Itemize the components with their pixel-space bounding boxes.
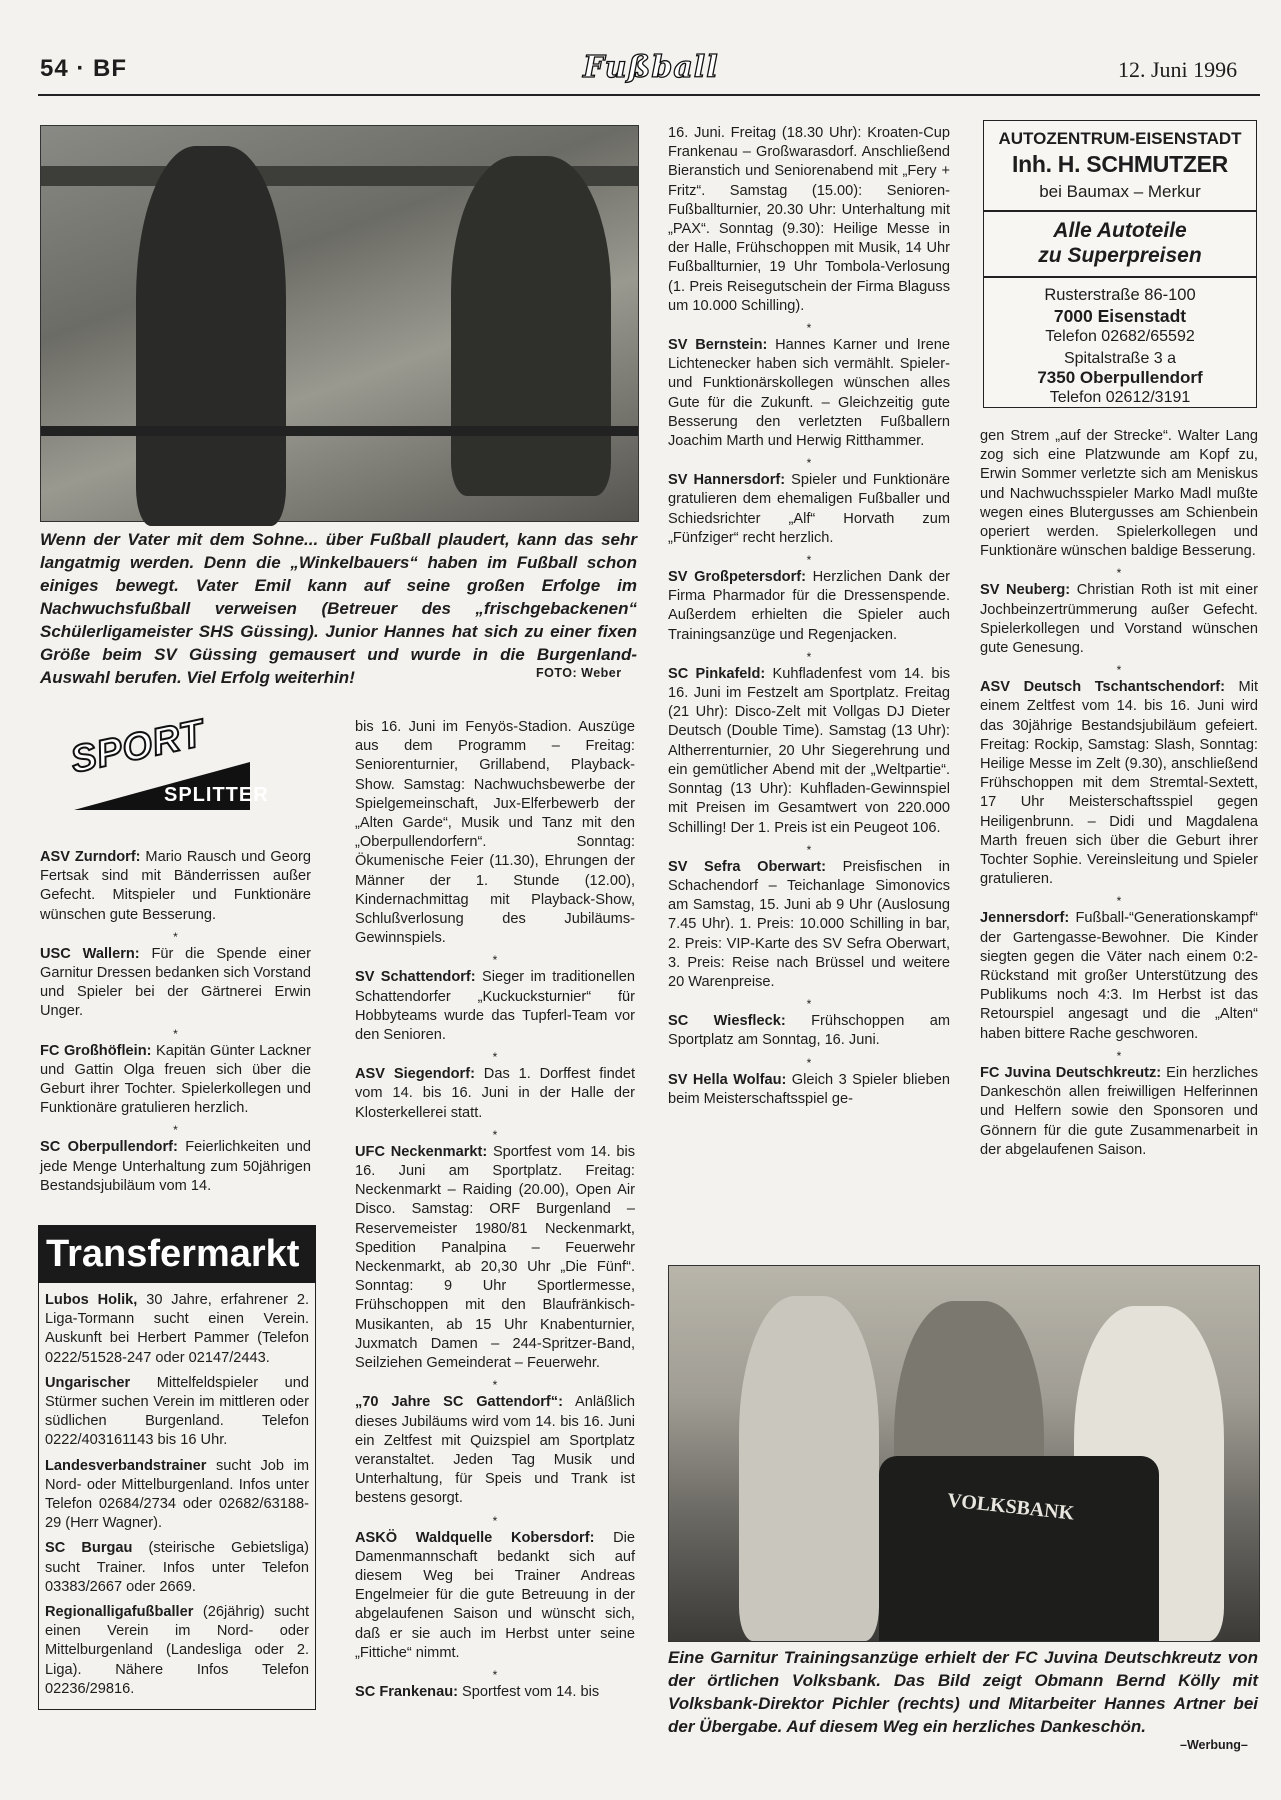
separator-star: *	[492, 1667, 498, 1682]
ad-addr5: 7350 Oberpullendorf	[1037, 367, 1203, 387]
separator-star: *	[806, 649, 812, 664]
separator-star: *	[492, 1378, 498, 1393]
sportsplitter-logo	[64, 712, 269, 814]
col4-item: gen Strem „auf der Strecke“. Walter Lang zog sich eine Platzwunde am Kopf zu, Erwin Sommer verletzte sich am Meniskus und Nachwuchsspieler Marko Madl mußte wegen eines Blutergusses am Schienbein operiert werden. Spielerkollegen und Funktionäre wünschen baldige Besserung.	[980, 428, 1258, 560]
col3-item: SV Hella Wolfau: Gleich 3 Spieler blieben beim Meisterschaftsspiel ge-	[668, 1071, 950, 1107]
ad-addr1: Rusterstraße 86-100	[1044, 285, 1196, 304]
col2-item: „70 Jahre SC Gattendorf“: Anläßlich dieses Jubiläums wird vom 14. bis 16. Juni ein Zeltfest mit Quizspiel am Sportplatz veranstaltet. Jeden Tag Musik und Unterhaltung, für Speis und Trank ist bestens gesorgt.	[355, 1394, 635, 1507]
column-1	[40, 848, 311, 1202]
col3-item: SC Wiesfleck: Frühschoppen am Sportplatz am Sonntag, 16. Juni.	[668, 1013, 950, 1049]
col4-item: SV Neuberg: Christian Roth ist mit einer Jochbeinzertrümmerung außer Gefecht. Spielerkollegen und Vorstand wünschen gute Genesung.	[980, 582, 1259, 657]
ad-divider	[984, 210, 1256, 212]
separator-star: *	[1116, 566, 1122, 581]
father-son-photo	[40, 125, 639, 522]
separator-star: *	[1116, 663, 1122, 678]
col1-item: FC Großhöflein: Kapitän Günter Lackner und Gattin Olga freuen sich über die Geburt ihrer Tochter. Spielerkollegen und Funktionäre gratulieren herzlich.	[40, 1042, 311, 1117]
autozentrum-ad	[983, 120, 1257, 408]
transfermarkt-list	[38, 1283, 316, 1710]
transfer-item: SC Burgau (steirische Gebietsliga) sucht Trainer. Infos unter Telefon 03383/2667 oder 2669.	[45, 1540, 310, 1595]
col3-item: 16. Juni. Freitag (18.30 Uhr): Kroaten-Cup Frankenau – Großwarasdorf. Anschließend Bieranstich und Seniorenabend mit „Fery + Fritz“. Samstag (15.00): Senioren-Fußballturnier, 20.30 Uhr: Unterhaltung mit „PAX“. Sonntag (9.30): Heilige Messe in der Halle, Frühschoppen mit Musik, 14 Uhr Fußballturnier, 19 Uhr Tombola-Verlosung (1. Preis Reisegutschein der Firma Blaguss um 10.000 Schilling).	[668, 125, 950, 314]
transfermarkt-box	[38, 1225, 316, 1710]
ad-addr6: Telefon 02612/3191	[1049, 389, 1191, 407]
column-4	[980, 427, 1258, 1166]
ad-divider-2	[984, 276, 1256, 278]
transfer-item: Landesverbandstrainer sucht Job im Nord- oder Mittelburgenland. Infos unter Telefon 02684/2734 oder 02682/63188-29 (Herr Wagner).	[45, 1457, 309, 1532]
col3-item: SV Großpetersdorf: Herzlichen Dank der Firma Pharmador für die Dressenspende. Außerdem erhielten die Spieler auch Trainingsanzüge und Regenjacken.	[668, 569, 950, 643]
ad-line2: Inh. H. SCHMUTZER	[1012, 151, 1228, 178]
separator-star: *	[492, 1513, 498, 1528]
transfer-item: Lubos Holik, 30 Jahre, erfahrener 2. Liga-Tormann sucht einen Verein. Auskunft bei Herbert Pammer (Telefon 0222/51528-247 oder 02147/2443.	[45, 1292, 310, 1366]
col2-item: SV Schattendorf: Sieger im traditionellen Schattendorfer „Kuckucksturnier“ für Hobbyteams wurde das Tupferl-Team vor den Senioren.	[355, 969, 635, 1044]
ad-line3: bei Baumax – Merkur	[1039, 181, 1201, 201]
col2-item: ASV Siegendorf: Das 1. Dorffest findet vom 14. bis 16. Juni in der Halle der Klosterkellerei statt.	[355, 1066, 635, 1121]
separator-star: *	[173, 1123, 178, 1138]
transfermarkt-title: Transfermarkt	[38, 1225, 316, 1283]
col3-item: SC Pinkafeld: Kuhfladenfest vom 14. bis 16. Juni im Festzelt am Sportplatz. Freitag (21 Uhr): Disco-Zelt mit Vollgas DJ Dieter Deutsch (Double Time). Samstag (13 Uhr): Altherrenturnier, 20 Uhr Siegerehrung und ein gemütlicher Abend mit der „Weltpartie“. Sonntag (13 Uhr): Kuhfladen-Gewinnspiel mit Preisen im Gesamtwert von 220.000 Schilling! Der 1. Preis ist ein Peugeot 106.	[668, 665, 950, 836]
separator-star: *	[492, 953, 498, 968]
column-3	[668, 124, 950, 1115]
column-2	[355, 718, 635, 1708]
photo2-jersey	[879, 1456, 1159, 1641]
transfer-item: Ungarischer Mittelfeldspieler und Stürmer suchen Verein im mittleren oder südlichen Burgenland. Telefon 0222/403161143 bis 16 Uhr.	[45, 1374, 309, 1449]
section-title: Fußball	[583, 50, 719, 85]
separator-star: *	[806, 842, 812, 857]
col4-item: Jennersdorf: Fußball-“Generationskampf“ der Gartengasse-Bewohner. Die Kinder siegten gegen die Väter nach einem 0:2-Rückstand mit großer Unterstützung des Publikums noch 4:3. Im Herbst ist das Retourspiel angesagt und die „Alten“ haben bittere Rache geschworen.	[980, 910, 1258, 1042]
jersey-label: VOLKSBANK	[946, 1489, 1076, 1525]
separator-star: *	[173, 929, 178, 944]
separator-star: *	[1116, 1048, 1122, 1063]
separator-star: *	[806, 553, 812, 568]
col2-item: SC Frankenau: Sportfest vom 14. bis	[355, 1683, 600, 1700]
ad-line1: AUTOZENTRUM-EISENSTADT	[998, 129, 1242, 148]
volksbank-photo	[668, 1265, 1260, 1642]
issue-date: 12. Juni 1996	[1118, 57, 1238, 82]
col4-item: FC Juvina Deutschkreutz: Ein herzliches Dankeschön allen freiwilligen Helferinnen und Helfern sowie den Sponsoren und Gönnern für die gute Zusammenarbeit in der abgelaufenen Saison.	[980, 1064, 1258, 1158]
ad-addr3: Telefon 02682/65592	[1045, 327, 1195, 345]
photo2-caption: Eine Garnitur Trainingsanzüge erhielt der FC Juvina Deutschkreutz von der örtlichen Volksbank. Das Bild zeigt Obmann Bernd Kölly mit Volksbank-Direktor Pichler (rechts) und Mitarbeiter Hannes Artner bei der Übergabe. Auf diesem Weg ein herzliches Dankeschön.	[668, 1648, 1258, 1736]
separator-star: *	[1116, 894, 1122, 909]
col2-item: bis 16. Juni im Fenyös-Stadion. Auszüge aus dem Programm – Freitag: Seniorenturnier, Grillabend, Playback-Show. Samstag: Nachwuchsbewerbe der Spielgemeinschaft, Jux-Elferbewerb der „Alten Garde“, Musik und Tanz mit den „Oberpullendorfern“. Sonntag: Ökumenische Feier (11.30), Ehrungen der Männer der 1. Stunde (12.00), Kindernachmittag mit Playback-Show, Schlußverlosung des Jubiläums-Gewinnspiels.	[355, 719, 635, 947]
photo-father-silhouette	[451, 156, 611, 496]
page-number: 54 · BF	[40, 55, 128, 82]
col4-item: ASV Deutsch Tschantschendorf: Mit einem Zeltfest vom 14. bis 16. Juni wird das 30jährige Bestandsjubiläum gefeiert. Freitag: Rockip, Samstag: Slash, Sonntag: Heilige Messe im Zelt (9.30), anschließend Frühschoppen mit dem Stremtal-Sextett, 17 Uhr Meisterschaftsspiel gegen Heiligenbrunn. – Didi und Magdalena Marth freuen sich über die Geburt ihrer Tochter Sophie. Vereinsleitung und Spieler gratulieren.	[980, 679, 1258, 888]
col3-item: SV Hannersdorf: Spieler und Funktionäre gratulieren dem ehemaligen Fußballer und Schiedsrichter „Alf“ Horvath zum „Fünfziger“ recht herzlich.	[668, 472, 950, 546]
col3-item: SV Sefra Oberwart: Preisfischen in Schachendorf – Teichanlage Simonovics am Samstag, 15. Juni ab 9 Uhr (Auslosung 7.45 Uhr). 1. Preis: 10.000 Schilling in bar, 2. Preis: VIP-Karte des SV Sefra Oberwart, 3. Preis: Reise nach Brüssel und weitere 20 Warenpreise.	[668, 858, 950, 990]
ad-slogan2: zu Superpreisen	[1038, 244, 1202, 268]
separator-star: *	[492, 1127, 498, 1142]
ad-slogan1: Alle Autoteile	[1053, 218, 1187, 242]
sportsplitter-bottom: SPLITTER	[164, 784, 269, 806]
header-rule	[38, 94, 1260, 96]
ad-addr2: 7000 Eisenstadt	[1053, 305, 1187, 326]
photo1-caption: Wenn der Vater mit dem Sohne... über Fußball plaudert, kann das sehr langatmig werden. Denn die „Winkelbauers“ haben im Fußball schon einiges bewegt. Vater Emil kann auf seine großen Erfolge im Nachwuchsfußball verweisen (Betreuer des „frischgebackenen“ Schülerligameister SHS Güssing). Junior Hannes hat sich zu einer fixen Größe beim SV Güssing gemausert und wurde in die Burgenland-Auswahl berufen. Viel Erfolg weiterhin!	[40, 530, 637, 687]
ad-addr4: Spitalstraße 3 a	[1063, 349, 1177, 367]
photo-son-silhouette	[136, 146, 286, 526]
col3-item: SV Bernstein: Hannes Karner und Irene Lichtenecker haben sich vermählt. Spieler- und Funktionärskollegen wünschen alles Gute für die Zukunft. – Gleichzeitig gute Besserung den verletzten Fußballern Joachim Marth und Herwig Ritthammer.	[668, 337, 950, 450]
col2-item: ASKÖ Waldquelle Kobersdorf: Die Damenmannschaft bedankt sich auf diesem Weg bei Trainer Andreas Engelmeier für die gute Betreuung in der abgelaufenen Saison und wünscht sich, daß er sie auch im Herbst unter seine „Fittiche“ nimmt.	[355, 1529, 635, 1661]
separator-star: *	[806, 456, 812, 471]
transfer-item: Regionalligafußballer (26jährig) sucht einen Verein im Nord- oder Mittelburgenland (Landesliga oder 2. Liga). Nähere Infos Telefon 02236/29816.	[45, 1604, 309, 1697]
separator-star: *	[806, 1055, 812, 1070]
separator-star: *	[173, 1026, 178, 1041]
separator-star: *	[806, 997, 812, 1012]
col1-item: SC Oberpullendorf: Feierlichkeiten und jede Menge Unterhaltung zum 50jährigen Bestandsjubiläum vom 14.	[40, 1139, 311, 1194]
photo2-person-left	[739, 1296, 879, 1641]
separator-star: *	[806, 321, 812, 336]
col1-item: USC Wallern: Für die Spende einer Garnitur Dressen bedanken sich Vorstand und Spieler bei der Gärtnerei Erwin Unger.	[40, 945, 311, 1020]
separator-star: *	[492, 1050, 498, 1065]
sportsplitter-top: SPORT	[67, 712, 209, 782]
col2-item: UFC Neckenmarkt: Sportfest vom 14. bis 16. Juni am Sportplatz. Freitag: Neckenmarkt – Raiding (20.00), Open Air Disco. Samstag: ORF Burgenland – Reservemeister 1980/81 Neckenmarkt, Spedition Panalpina – Feuerwehr Neckenmarkt, ab 20,30 Uhr „Die Fünf“. Sonntag: 9 Uhr Sportlermesse, Frühschoppen mit den Blaufränkisch-Musikanten, ab 15 Uhr Knabenturnier, Juxmatch Damen – 244-Spritzer-Band, Seilziehen Gemeinderat – Feuerwehr.	[355, 1143, 635, 1372]
photo2-credit: –Werbung–	[1180, 1738, 1248, 1752]
col1-item: ASV Zurndorf: Mario Rausch und Georg Fertsak sind mit Bänderrissen außer Gefecht. Mitspieler und Funktionäre wünschen gute Besserung.	[40, 849, 311, 923]
photo-rail	[41, 426, 638, 436]
photo1-credit: FOTO: Weber	[536, 666, 622, 680]
